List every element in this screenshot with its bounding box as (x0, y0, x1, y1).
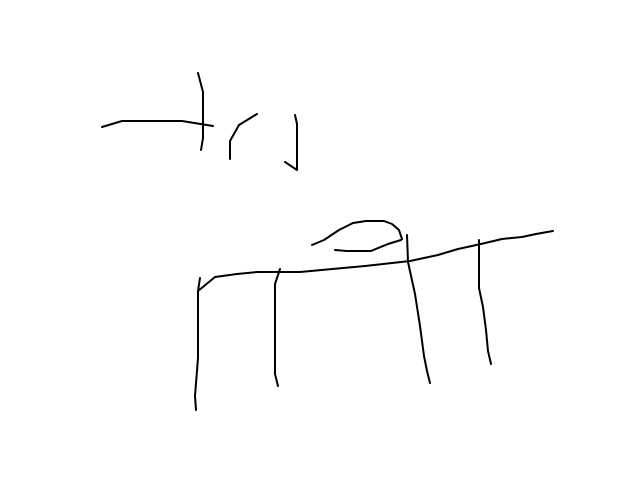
stroke-tabletop-line (198, 231, 553, 291)
stroke-upper-vertical (198, 73, 203, 150)
stroke-leg-second (275, 269, 280, 386)
stroke-small-hook (230, 114, 257, 159)
stroke-leg-fourth (479, 240, 491, 364)
ink-strokes (102, 73, 553, 410)
stroke-loop-lower (335, 240, 401, 251)
stroke-leg-left (195, 278, 200, 410)
stroke-right-bracket (285, 115, 297, 170)
stroke-loop-upper (312, 221, 402, 245)
stroke-upper-horizontal (102, 121, 213, 127)
